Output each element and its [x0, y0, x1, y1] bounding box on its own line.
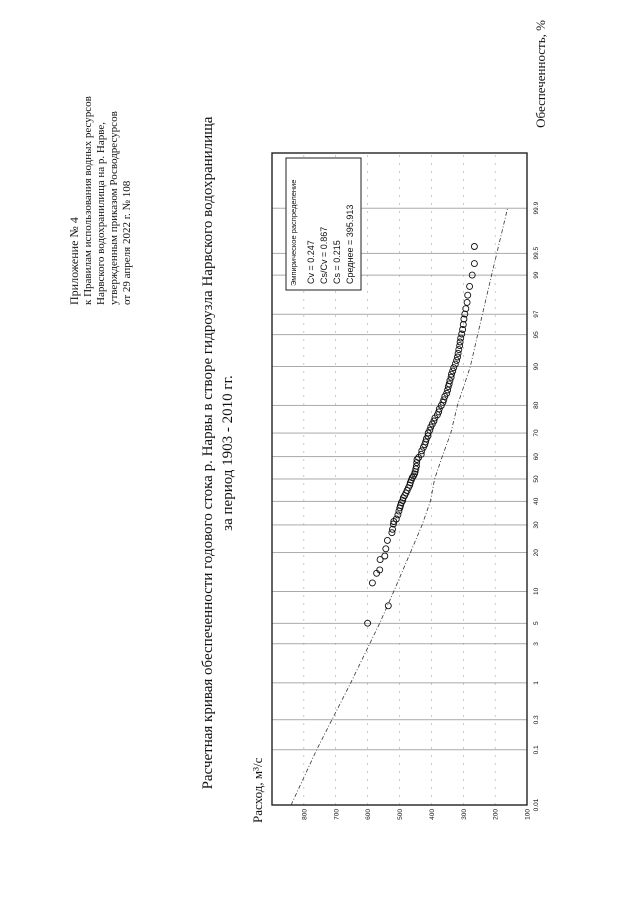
data-point	[369, 580, 375, 586]
x-tick-label: 60	[533, 453, 540, 461]
legend-cs-cv: Cs/Cv = 0.867	[319, 226, 329, 284]
chart-title: Расчетная кривая обеспеченности годового стока р. Нарвы в створе гидроузла Нарвского водохранилища	[200, 116, 216, 790]
data-point	[464, 299, 470, 305]
empirical-points	[365, 244, 478, 627]
data-point	[385, 603, 391, 609]
y-tick-label: 100	[524, 809, 532, 820]
y-axis-label: Расход, м³/с	[250, 757, 265, 823]
legend-mean: Среднее = 395.913	[345, 204, 355, 284]
appendix-note	[67, 96, 133, 305]
x-tick-label: 80	[533, 401, 540, 409]
y-tick-label: 700	[333, 809, 341, 820]
x-tick-label: 0.01	[533, 798, 540, 812]
x-tick-label: 97	[533, 310, 540, 318]
legend-cv: Cv = 0.247	[306, 240, 316, 284]
appendix-line: Нарвского водохранилища на р. Нарве,	[95, 122, 107, 305]
x-tick-label: 99	[533, 271, 540, 279]
x-tick-label: 70	[533, 429, 540, 437]
x-tick-label: 50	[533, 475, 540, 483]
data-point	[419, 448, 425, 454]
x-tick-label: 90	[533, 363, 540, 371]
data-point	[382, 553, 388, 559]
appendix-line: к Правилам использования водных ресурсов	[82, 96, 94, 305]
data-point	[471, 261, 477, 267]
data-point	[467, 283, 473, 289]
x-tick-label: 3	[533, 642, 540, 646]
appendix-line: утвержденным приказом Росводресурсов	[108, 111, 120, 305]
data-point	[465, 292, 471, 298]
x-tick-label: 0.3	[533, 715, 540, 725]
x-axis-label: Обеспеченность, %	[533, 20, 548, 128]
y-tick-label: 500	[397, 809, 404, 820]
legend	[286, 158, 361, 290]
y-tick-label: 400	[428, 809, 436, 820]
x-tick-label: 0.1	[533, 745, 540, 755]
y-tick-label: 800	[301, 809, 309, 820]
chart-subtitle: за период 1903 - 2010 гг.	[220, 375, 236, 531]
data-point	[383, 546, 389, 552]
x-tick-label: 99.9	[533, 201, 540, 215]
y-tick-label: 200	[492, 809, 500, 820]
legend-cs: Cs = 0.215	[332, 240, 342, 284]
x-tick-label: 20	[533, 549, 540, 557]
x-tick-labels	[533, 201, 540, 811]
data-point	[456, 347, 462, 353]
data-point	[458, 335, 464, 341]
x-tick-label: 40	[533, 497, 540, 505]
data-point	[452, 361, 458, 367]
y-tick-labels	[301, 809, 531, 820]
x-tick-label: 95	[533, 331, 540, 339]
y-tick-label: 300	[460, 809, 468, 820]
legend-title: Эмпирическое распределение	[289, 179, 298, 286]
x-tick-label: 30	[533, 521, 540, 529]
rotated-plot	[67, 20, 548, 823]
x-tick-label: 10	[533, 587, 540, 595]
appendix-line: Приложение № 4	[67, 217, 81, 305]
data-point	[471, 244, 477, 250]
data-point	[384, 537, 390, 543]
x-tick-label: 5	[533, 621, 540, 625]
appendix-line: от 29 апреля 2022 г. № 108	[121, 180, 133, 305]
x-tick-label: 1	[533, 681, 540, 685]
y-tick-label: 600	[365, 809, 373, 820]
x-tick-label: 99.5	[533, 246, 540, 260]
